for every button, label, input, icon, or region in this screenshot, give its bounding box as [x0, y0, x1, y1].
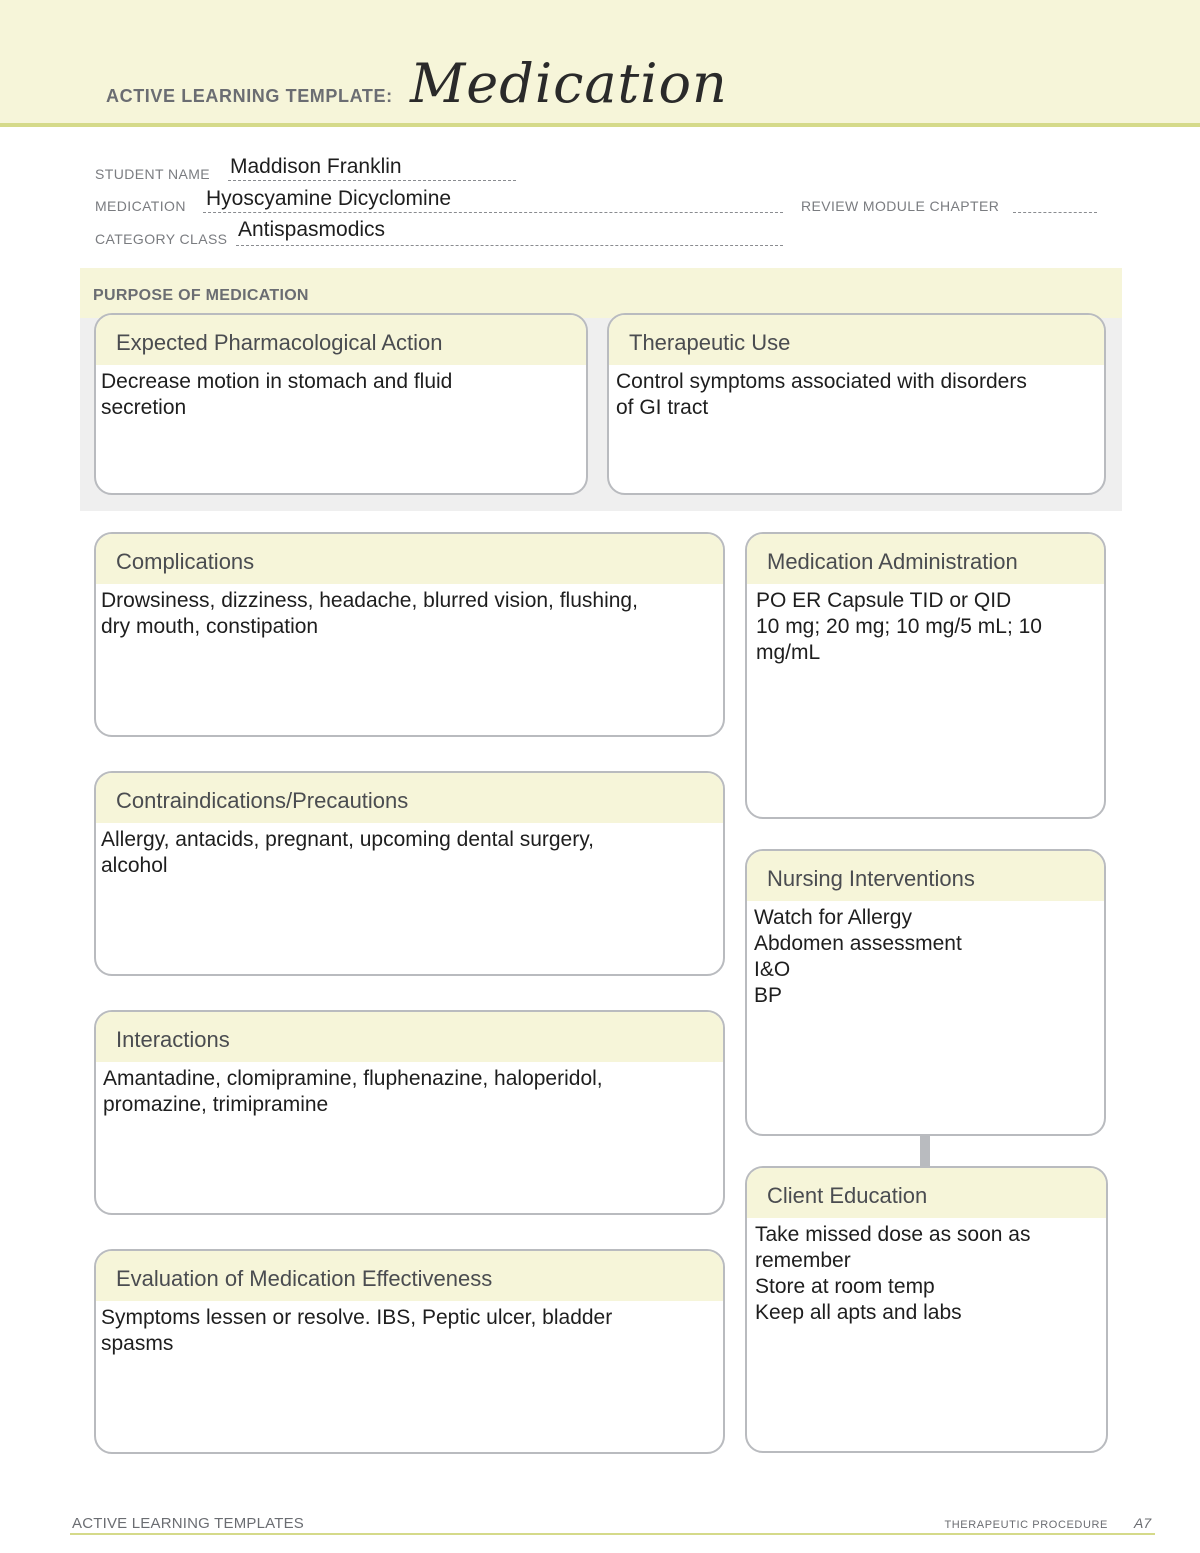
review-module-line [1013, 212, 1097, 213]
client-education-text[interactable]: Take missed dose as soon as remember Store at room temp Keep all apts and labs [755, 1223, 1031, 1324]
student-name-field[interactable]: Maddison Franklin [230, 155, 402, 178]
category-class-line [236, 245, 783, 246]
footer-right-label: THERAPEUTIC PROCEDURE [944, 1519, 1108, 1531]
page-title: Medication [410, 52, 728, 115]
client-education-box [745, 1166, 1108, 1453]
complications-box [94, 532, 725, 737]
contraindications-box [94, 771, 725, 976]
interactions-box [94, 1010, 725, 1215]
client-education-title: Client Education [747, 1168, 1106, 1218]
administration-title: Medication Administration [747, 534, 1104, 584]
contraindications-title: Contraindications/Precautions [96, 773, 723, 823]
therapeutic-use-title: Therapeutic Use [609, 315, 1104, 365]
expected-action-text[interactable]: Decrease motion in stomach and fluid secretion [101, 370, 453, 419]
header-rule [0, 123, 1200, 127]
interactions-title: Interactions [96, 1012, 723, 1062]
contraindications-text[interactable]: Allergy, antacids, pregnant, upcoming dental surgery, alcohol [101, 828, 594, 877]
interactions-text[interactable]: Amantadine, clomipramine, fluphenazine, haloperidol, promazine, trimipramine [103, 1067, 603, 1116]
complications-text[interactable]: Drowsiness, dizziness, headache, blurred vision, flushing, dry mouth, constipation [101, 589, 638, 638]
category-class-field[interactable]: Antispasmodics [238, 218, 386, 241]
nursing-interventions-text[interactable]: Watch for Allergy Abdomen assessment I&O BP [754, 906, 962, 1007]
therapeutic-use-box [607, 313, 1106, 495]
footer-rule [70, 1533, 1155, 1535]
footer-page-number: A7 [1134, 1515, 1152, 1531]
administration-box [745, 532, 1106, 819]
template-label: ACTIVE LEARNING TEMPLATE: [106, 86, 393, 106]
complications-title: Complications [96, 534, 723, 584]
medication-line [203, 212, 783, 213]
category-class-label: CATEGORY CLASS [95, 231, 228, 247]
purpose-label: PURPOSE OF MEDICATION [93, 287, 309, 304]
nursing-interventions-box [745, 849, 1106, 1136]
therapeutic-use-text[interactable]: Control symptoms associated with disorders of GI tract [616, 370, 1027, 419]
evaluation-text[interactable]: Symptoms lessen or resolve. IBS, Peptic ulcer, bladder spasms [101, 1306, 613, 1355]
medication-field[interactable]: Hyoscyamine Dicyclomine [206, 187, 452, 210]
evaluation-title: Evaluation of Medication Effectiveness [96, 1251, 723, 1301]
medication-label: MEDICATION [95, 198, 186, 214]
student-name-label: STUDENT NAME [95, 166, 210, 182]
administration-text[interactable]: PO ER Capsule TID or QID 10 mg; 20 mg; 10 mg/5 mL; 10 mg/mL [756, 589, 1042, 664]
footer-left-label: ACTIVE LEARNING TEMPLATES [72, 1515, 304, 1532]
expected-action-box [94, 313, 588, 495]
review-module-label: REVIEW MODULE CHAPTER [801, 198, 1000, 214]
connector-bar [920, 1136, 930, 1166]
student-name-line [228, 180, 516, 181]
evaluation-box [94, 1249, 725, 1454]
expected-action-title: Expected Pharmacological Action [96, 315, 586, 365]
nursing-interventions-title: Nursing Interventions [747, 851, 1104, 901]
